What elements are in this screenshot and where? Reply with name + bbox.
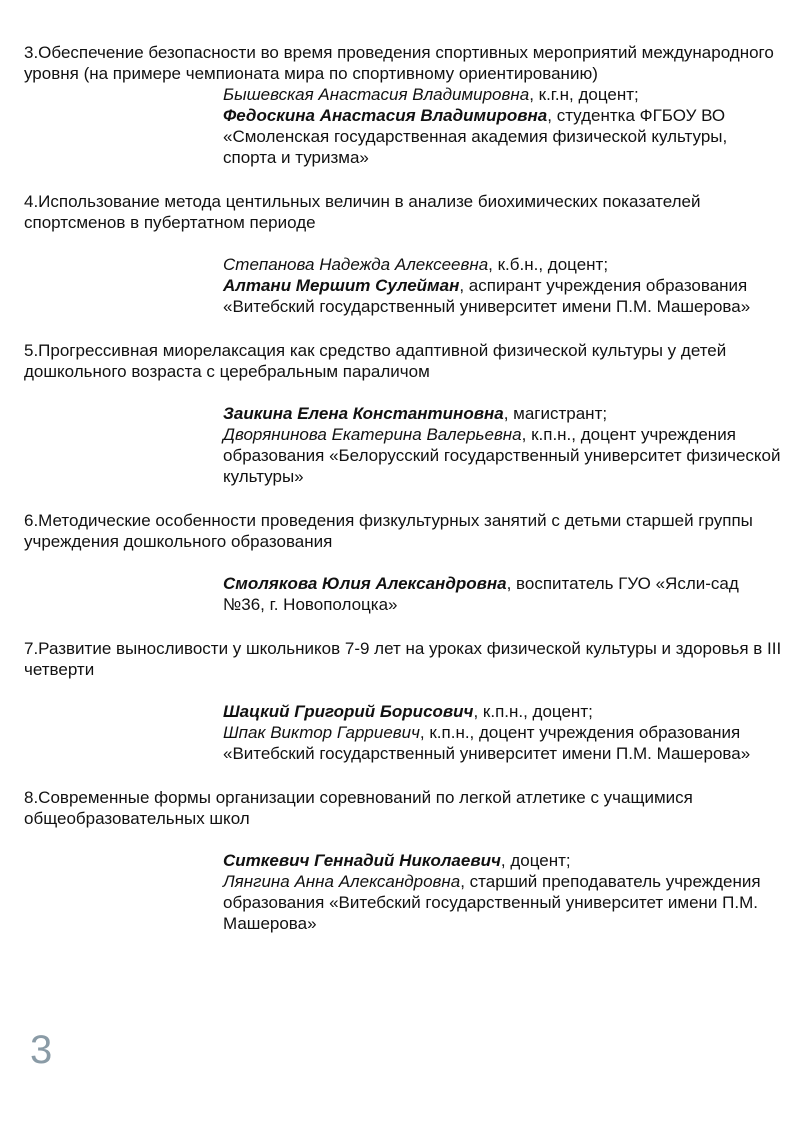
author-name: Заикина Елена Константиновна [223,404,504,423]
author-details: , к.п.н., доцент учреждения образования «Витебский государственный университет имени П.М. Машерова» [223,723,751,763]
author-line [223,403,784,424]
program-entry [24,638,784,764]
entry-title: 8.Современные формы организации соревнований по легкой атлетике с учащимися общеобразовательных школ [24,788,693,828]
author-line [223,722,784,764]
entry-authors [223,84,784,168]
entry-title: 5.Прогрессивная миорелаксация как средство адаптивной физической культуры у детей дошкольного возраста с церебральным параличом [24,341,727,381]
author-details: , старший преподаватель учреждения образования «Витебский государственный университет имени П.М. Машерова» [223,872,761,933]
author-line [223,84,784,105]
author-details: , к.г.н, доцент; [529,85,639,104]
author-name: Степанова Надежда Алексеевна [223,255,489,274]
page-number: 3 [30,1028,53,1072]
author-name: Шацкий Григорий Борисович [223,702,474,721]
author-name: Бышевская Анастасия Владимировна [223,85,530,104]
author-line [223,424,784,487]
author-name: Смолякова Юлия Александровна [223,574,507,593]
author-name: Алтани Мершит Сулейман [223,276,460,295]
program-entry [24,191,784,317]
author-details: , доцент; [500,851,571,870]
document-page [24,42,784,934]
author-details: , аспирант учреждения образования «Витебский государственный университет имени П.М. Машерова» [223,276,751,316]
entry-authors [223,573,784,615]
author-details: , воспитатель ГУО «Ясли-сад №36, г. Новополоцка» [223,574,739,614]
author-line [223,275,784,317]
entry-title: 6.Методические особенности проведения физкультурных занятий с детьми старшей группы учреждения дошкольного образования [24,511,753,551]
entry-title: 4.Использование метода центильных величин в анализе биохимических показателей спортсменов в пубертатном периоде [24,192,701,232]
author-name: Ситкевич Геннадий Николаевич [223,851,501,870]
author-line [223,254,784,275]
program-entry [24,340,784,487]
author-line [223,105,784,168]
program-entry [24,42,784,168]
program-entry [24,787,784,934]
author-details: , студентка ФГБОУ ВО «Смоленская государственная академия физической культуры, спорта и туризма» [223,106,728,167]
program-entry [24,510,784,615]
author-name: Федоскина Анастасия Владимировна [223,106,548,125]
author-details: , к.п.н., доцент учреждения образования «Белорусский государственный университет физической культуры» [223,425,781,486]
author-name: Лянгина Анна Александровна [223,872,461,891]
author-name: Шпак Виктор Гарриевич [223,723,420,742]
entry-authors [223,850,784,934]
author-name: Дворянинова Екатерина Валерьевна [223,425,522,444]
entry-authors [223,701,784,764]
author-details: , магистрант; [503,404,608,423]
entry-title: 7.Развитие выносливости у школьников 7-9 лет на уроках физической культуры и здоровья в III четверти [24,639,782,679]
author-details: , к.б.н., доцент; [488,255,609,274]
author-line [223,850,784,871]
entry-title: 3.Обеспечение безопасности во время проведения спортивных мероприятий международного уровня (на примере чемпионата мира по спортивному ориентированию) [24,43,774,83]
author-line [223,701,784,722]
author-details: , к.п.н., доцент; [473,702,593,721]
author-line [223,573,784,615]
entry-authors [223,403,784,487]
author-line [223,871,784,934]
entry-authors [223,254,784,317]
